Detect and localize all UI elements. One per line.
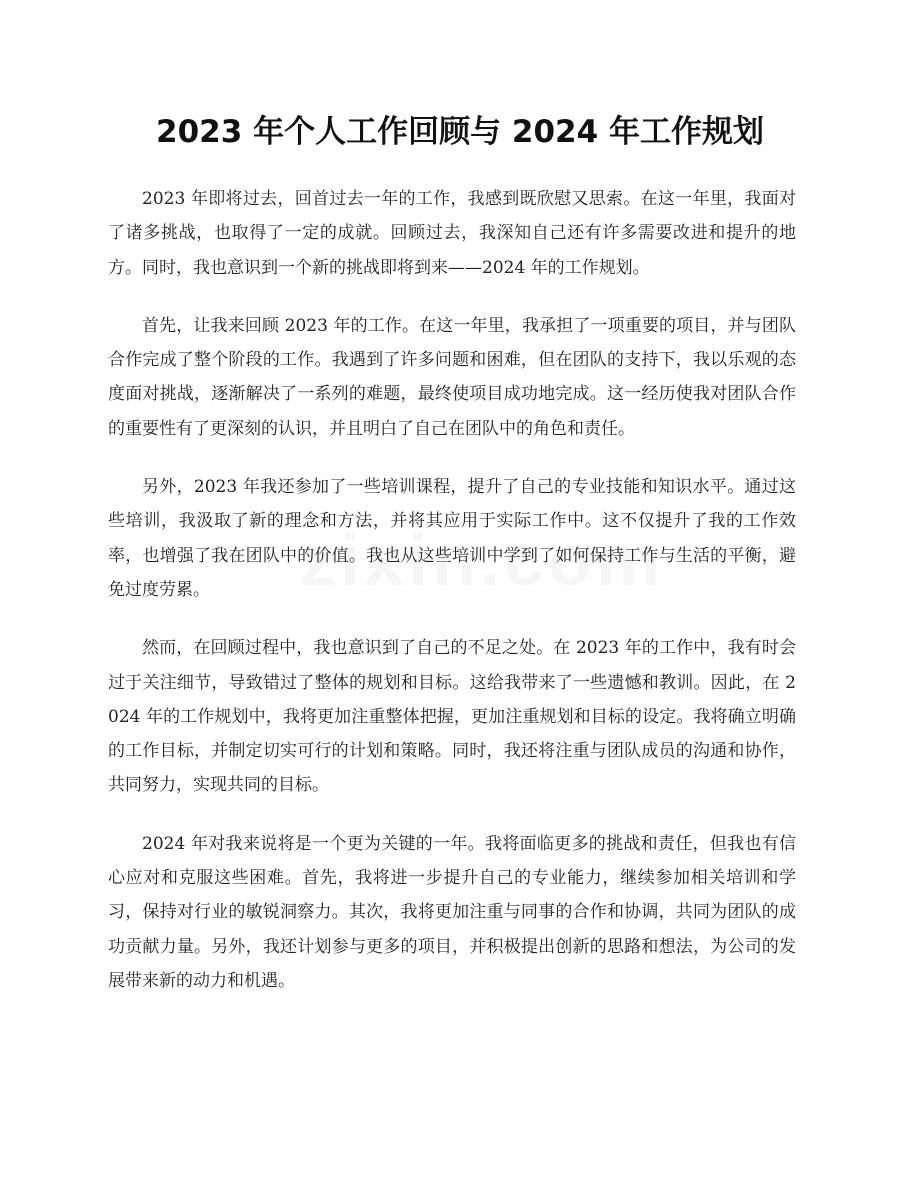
- paragraph-4: 然而，在回顾过程中，我也意识到了自己的不足之处。在 2023 年的工作中，我有时会过于关注细节，导致错过了整体的规划和目标。这给我带来了一些遗憾和教训。因此，在 2024 年的工作规划中，我将更加注重整体把握，更加注重规划和目标的设定。我将确立明确的工作目标，并制定切实可行的计划和策略。同时，我还将注重与团队成员的沟通和协作，共同努力，实现共同的目标。: [108, 638, 796, 796]
- paragraph-2: 首先，让我来回顾 2023 年的工作。在这一年里，我承担了一项重要的项目，并与团队合作完成了整个阶段的工作。我遇到了许多问题和困难，但在团队的支持下，我以乐观的态度面对挑战，逐渐解决了一系列的难题，最终使项目成功地完成。这一经历使我对团队合作的重要性有了更深刻的认识，并且明白了自己在团队中的角色和责任。: [108, 315, 796, 439]
- paragraph-1: 2023 年即将过去，回首过去一年的工作，我感到既欣慰又思索。在这一年里，我面对了诸多挑战，也取得了一定的成就。回顾过去，我深知自己还有许多需要改进和提升的地方。同时，我也意识到一个新的挑战即将到来——2024 年的工作规划。: [108, 189, 796, 278]
- document-body: [108, 182, 796, 1022]
- paragraph-5: 2024 年对我来说将是一个更为关键的一年。我将面临更多的挑战和责任，但我也有信心应对和克服这些困难。首先，我将进一步提升自己的专业能力，继续参加相关培训和学习，保持对行业的敏锐洞察力。其次，我将更加注重与同事的合作和协调，共同为团队的成功贡献力量。另外，我还计划参与更多的项目，并积极提出创新的思路和想法，为公司的发展带来新的动力和机遇。: [108, 833, 796, 991]
- document-title: 2023 年个人工作回顾与 2024 年工作规划: [156, 114, 764, 150]
- paragraph-3: 另外，2023 年我还参加了一些培训课程，提升了自己的专业技能和知识水平。通过这些培训，我汲取了新的理念和方法，并将其应用于实际工作中。这不仅提升了我的工作效率，也增强了我在团队中的价值。我也从这些培训中学到了如何保持工作与生活的平衡，避免过度劳累。: [108, 477, 796, 600]
